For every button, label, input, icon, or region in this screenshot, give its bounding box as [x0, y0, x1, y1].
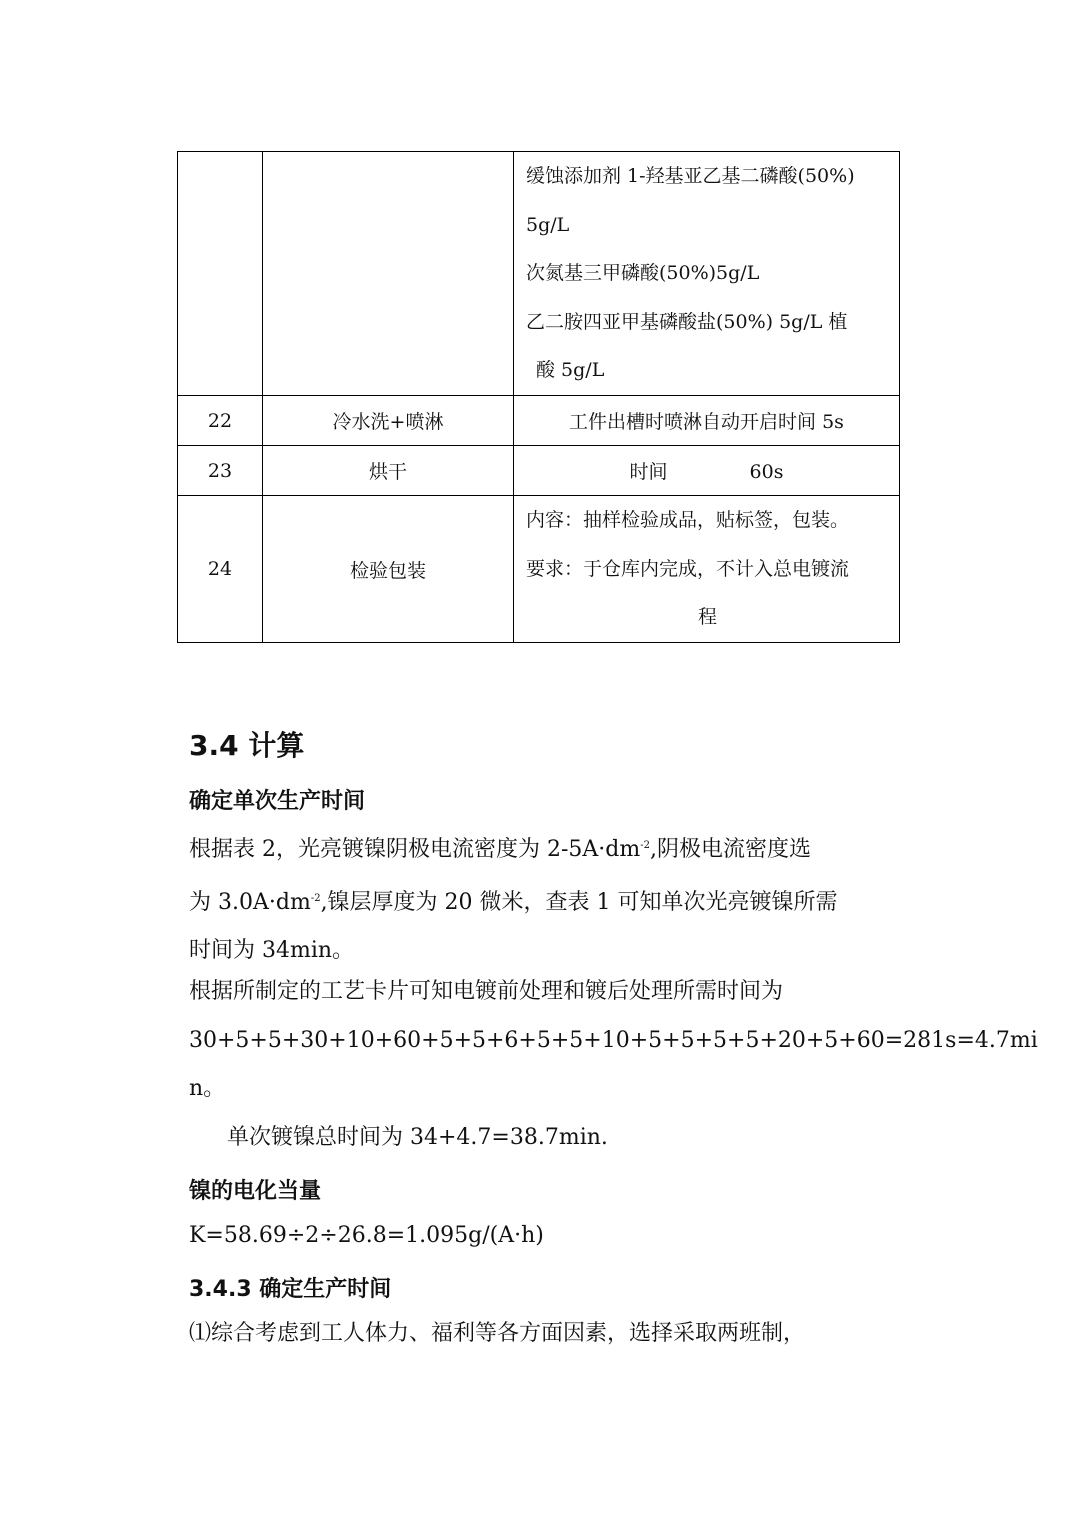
step-name: 检验包装 — [263, 496, 514, 643]
paragraph: 单次镀镍总时间为 34+4.7=38.7min. — [227, 1125, 608, 1150]
section-title: 3.4 计算 — [189, 729, 305, 762]
formula: K=58.69÷2÷26.8=1.095g/(A·h) — [189, 1223, 544, 1248]
content-line: 酸 5g/L — [536, 359, 605, 382]
step-content — [514, 496, 900, 643]
subsection-heading: 镍的电化当量 — [189, 1179, 322, 1204]
text-run: ,阴极电流密度选 — [650, 837, 811, 862]
subsection-heading: 3.4.3 确定生产时间 — [189, 1277, 392, 1302]
step-name: 烘干 — [263, 446, 514, 496]
step-number: 24 — [178, 496, 263, 643]
step-number: 22 — [178, 396, 263, 446]
step-content: 工件出槽时喷淋自动开启时间 5s — [514, 396, 900, 446]
table-row — [178, 396, 900, 446]
step-name — [263, 152, 514, 396]
content-line: 要求：于仓库内完成，不计入总电镀流 — [526, 557, 850, 580]
content-label: 时间 — [629, 461, 668, 483]
content-line: 缓蚀添加剂 1-羟基亚乙基二磷酸(50%) — [526, 165, 855, 188]
text-run: ,镍层厚度为 20 微米，查表 1 可知单次光亮镀镍所需 — [320, 889, 838, 915]
superscript: -2 — [310, 892, 321, 904]
table-row — [178, 496, 900, 643]
text-line: n。 — [189, 1076, 226, 1101]
step-number: 23 — [178, 446, 263, 496]
table-row — [178, 446, 900, 496]
paragraph — [189, 968, 1038, 1114]
text-run: 为 3.0A·dm — [189, 889, 311, 915]
content-line: 程 — [697, 606, 717, 629]
content-value: 60s — [749, 461, 784, 483]
text-line: 时间为 34min。 — [189, 938, 355, 963]
text-line: 根据所制定的工艺卡片可知电镀前处理和镀后处理所需时间为 — [189, 979, 784, 1004]
step-content — [514, 152, 900, 396]
text-line: 30+5+5+30+10+60+5+5+6+5+5+10+5+5+5+5+20+5+60=281s=4.7mi — [189, 1027, 1038, 1053]
content-line: 乙二胺四亚甲基磷酸盐(50%) 5g/L 植 — [526, 310, 848, 333]
paragraph: ⑴综合考虑到工人体力、福利等各方面因素，选择采取两班制， — [189, 1321, 806, 1346]
subsection-heading: 确定单次生产时间 — [189, 789, 366, 814]
text-line — [189, 875, 899, 928]
text-line — [189, 822, 899, 875]
superscript: -2 — [640, 840, 650, 851]
text-run: 根据表 2，光亮镀镍阴极电流密度为 2-5A·dm — [189, 837, 641, 862]
content-line: 内容：抽样检验成品，贴标签，包装。 — [526, 509, 850, 532]
table-row — [178, 152, 900, 396]
process-table — [177, 151, 900, 643]
step-content — [514, 446, 900, 496]
paragraph — [189, 822, 899, 976]
content-line: 次氮基三甲磷酸(50%)5g/L — [526, 262, 760, 285]
step-number — [178, 152, 263, 396]
step-name: 冷水洗+喷淋 — [263, 396, 514, 446]
content-line: 5g/L — [526, 213, 570, 236]
